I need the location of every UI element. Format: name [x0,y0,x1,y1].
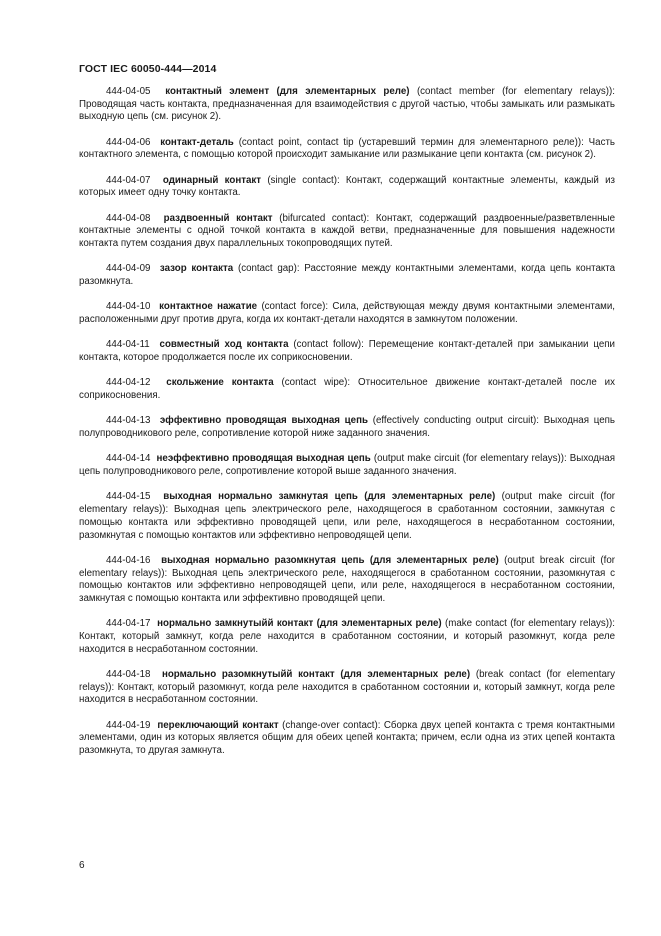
entry-term: контактный элемент (для элементарных реле) [165,86,410,97]
definition-entry [79,137,615,162]
entry-term: раздвоенный контакт [163,212,273,224]
entry-number: 444-04-16 [106,554,151,566]
entry-term: контакт-деталь [160,136,234,148]
definition-entry [79,377,615,402]
definition-entry [79,720,615,758]
entry-number: 444-04-14 [106,453,151,465]
entry-text: (contact gap): Расстояние между контактными элементами, когда цепь контакта разомкнута. [79,263,616,288]
definition-entry [79,301,615,326]
entry-text: (output break circuit (for elementary relays)): Выходная цепь электрического реле, находящегося в сработанном состоянии, разомкнутая с помощью контактов или эффективно непроводящей цепи, или реле, находящегося в несработанном состоянии, замкнутая с помощью контакта или эффективно проводящей цепи. [79,554,615,604]
definition-entry [79,263,615,288]
entry-text: (single contact): Контакт, содержащий контактные элементы, каждый из которых имеет одну точку контакта. [79,174,615,199]
definition-entry [79,555,615,606]
definition-entry [79,491,615,542]
entry-term: переключающий контакт [157,719,279,731]
entry-term: нормально замкнутыйй контакт (для элементарных реле) [157,618,442,630]
entry-term: одинарный контакт [162,174,262,186]
entry-term: совместный ход контакта [159,339,289,351]
entry-number: 444-04-18 [106,668,151,680]
entry-text: (bifurcated contact): Контакт, содержащий раздвоенные/разветвленные контактные элементы с одной точкой контакта в каждой ветви, предназначенные для повышения надежности контакта путем создания двух параллельных токопроводящих путей. [79,212,615,250]
entry-number: 444-04-08 [106,212,151,224]
definition-entry [79,453,615,478]
entry-number: 444-04-06 [106,136,151,148]
entry-term: неэффективно проводящая выходная цепь [156,453,371,465]
entry-text: (contact wipe): Относительное движение контакт-деталей после их соприкосновения. [79,377,615,402]
entry-term: выходная нормально разомкнутая цепь (для элементарных реле) [161,554,499,566]
standard-header: ГОСТ IEC 60050-444—2014 [79,63,217,75]
definition-entry [79,415,615,440]
entry-term: зазор контакта [159,263,234,275]
entry-term: нормально разомкнутыйй контакт (для элементарных реле) [161,668,471,680]
entry-number: 444-04-09 [106,263,151,275]
entry-number: 444-04-07 [106,174,151,186]
entry-term: скольжение контакта [166,377,274,389]
entry-number: 444-04-15 [106,491,151,503]
entry-text: (break contact (for elementary relays)): Контакт, который разомкнут, когда реле находится в сработанном состоянии и, который замкнут, когда реле находится в несработанном состоянии. [79,668,615,706]
entry-text: (contact force): Сила, действующая между двумя контактными элементами, расположенными друг против друга, когда их контакт-детали находятся в замкнутом положении. [79,301,615,326]
definition-entry [79,86,615,124]
entry-term: контактное нажатие [159,301,258,313]
definitions-list [79,86,615,770]
entry-number: 444-04-11 [106,339,150,351]
page-number: 6 [79,860,85,871]
entry-term: эффективно проводящая выходная цепь [159,415,368,427]
entry-number: 444-04-12 [106,377,151,389]
definition-entry [79,213,615,251]
definition-entry [79,339,615,364]
entry-number: 444-04-13 [106,415,151,427]
entry-text: (contact member (for elementary relays)): Проводящая часть контакта, предназначенная для взаимодействия с другой частью, чтобы замыкать или размыкать выходную цепь (см. рисунок 2). [79,86,616,123]
entry-text: (make contact (for elementary relays)): Контакт, который замкнут, когда реле находится в сработанном состоянии, и который разомкнут, когда реле находится в несработанном состоянии. [79,618,615,655]
entry-text: (change-over contact): Сборка двух цепей контакта с тремя контактными элементами, один из которых является общим для обеих цепей контакта; причем, если одна из этих цепей контакта разомкнута, то другая замкнута. [79,719,615,757]
definition-entry [79,618,615,656]
entry-text: (output make circuit (for elementary relays)): Выходная цепь полупроводникового реле, сопротивление которой выше заданного значения. [79,453,615,478]
entry-text: (output make circuit (for elementary relays)): Выходная цепь электрического реле, находящегося в сработанном состоянии, замкнутая с помощью контакта или эффективно проводящей цепи, или реле, находящегося в несработанном состоянии, разомкнутая с помощью контактов или эффективно непроводящей цепи. [79,491,615,541]
entry-term: выходная нормально замкнутая цепь (для элементарных реле) [163,491,496,503]
entry-text: (effectively conducting output circuit): Выходная цепь полупроводникового реле, сопротивление которой ниже заданного значения. [79,415,615,440]
entry-number: 444-04-19 [106,719,151,731]
entry-number: 444-04-17 [106,618,151,630]
entry-text: (contact follow): Перемещение контакт-деталей при замыкании цепи контакта, которое продолжается после их соприкосновении. [79,339,615,364]
entry-text: (contact point, contact tip (устаревший термин для элементарного реле)): Часть контактного элемента, с помощью которой происходит замыкание или размыкание цепи контакта (см. рисунок 2). [79,136,615,161]
entry-number: 444-04-05 [106,86,151,97]
definition-entry [79,669,615,707]
entry-number: 444-04-10 [106,301,151,313]
definition-entry [79,175,615,200]
